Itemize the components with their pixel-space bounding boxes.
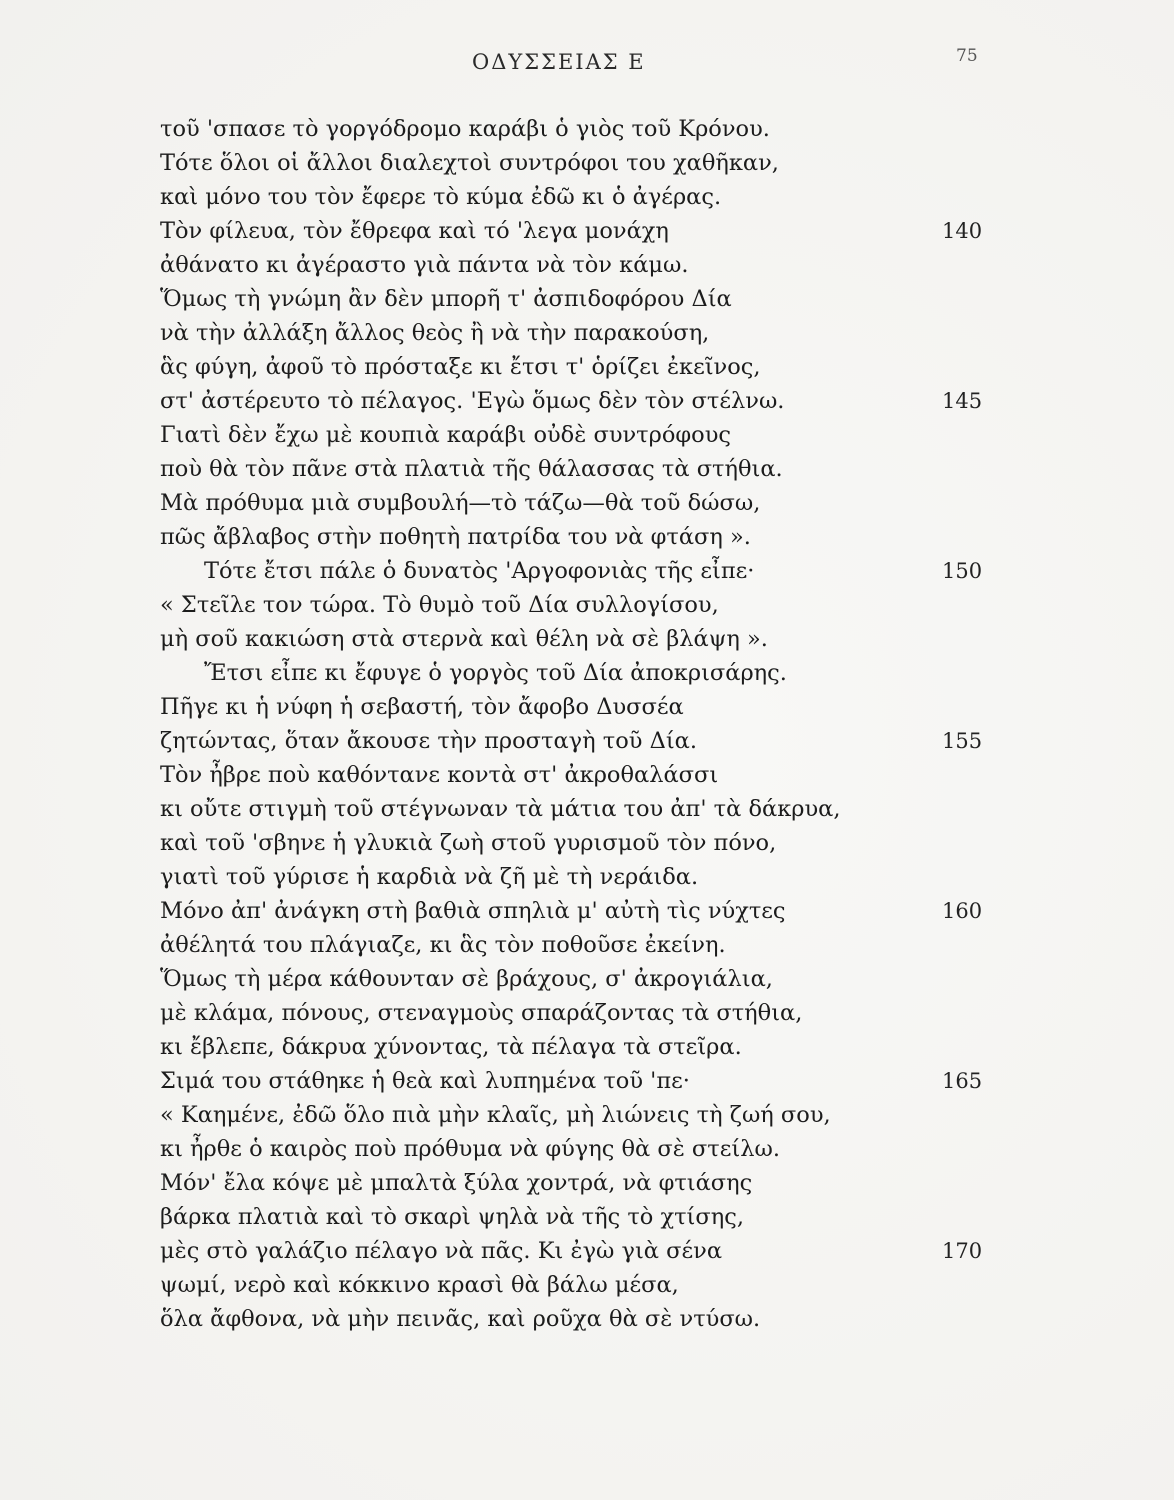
line-number: 170: [942, 1239, 983, 1263]
verse-text: πῶς ἄβλαβος στὴν ποθητὴ πατρίδα του νὰ φτάση ».: [160, 524, 751, 550]
verse-text: Μὰ πρόθυμα μιὰ συμβουλή—τὸ τάζω—θὰ τοῦ δώσω,: [160, 490, 761, 516]
verse-line: [160, 792, 1000, 826]
verse-line: [160, 316, 1000, 350]
verse-line: [160, 248, 1000, 282]
verse-line: [160, 146, 1000, 180]
verse-line: [160, 928, 1000, 962]
verse-line: [160, 1166, 1000, 1200]
verse-text: Ἔτσι εἶπε κι ἔφυγε ὁ γοργὸς τοῦ Δία ἀποκρισάρης.: [204, 660, 787, 686]
verse-text: ὅλα ἄφθονα, νὰ μὴν πεινᾶς, καὶ ροῦχα θὰ σὲ ντύσω.: [160, 1306, 761, 1332]
verse-line: [160, 996, 1000, 1030]
verse-line: [160, 1302, 1000, 1336]
verse-text: μὲ κλάμα, πόνους, στεναγμοὺς σπαράζοντας τὰ στήθια,: [160, 1000, 803, 1026]
verse-line: [160, 860, 1000, 894]
verse-text: ἀθάνατο κι ἀγέραστο γιὰ πάντα νὰ τὸν κάμω.: [160, 252, 689, 278]
verse-text: Ὅμως τὴ γνώμη ἂν δὲν μπορῆ τ' ἀσπιδοφόρου Δία: [160, 286, 732, 312]
verse-line: [160, 690, 1000, 724]
verse-line: [160, 1098, 1000, 1132]
running-title: ΟΔΥΣΣΕΙΑΣ Ε: [472, 50, 646, 74]
verse-line: [160, 622, 1000, 656]
line-number: 165: [942, 1069, 983, 1093]
verse-text: Τὸν ἦβρε ποὺ καθόντανε κοντὰ στ' ἀκροθαλάσσι: [160, 762, 719, 788]
verse-line: [160, 418, 1000, 452]
verse-line: [160, 214, 1000, 248]
verse-text: Τότε ἔτσι πάλε ὁ δυνατὸς 'Αργοφονιὰς τῆς εἶπε·: [204, 558, 755, 584]
verse-text: ψωμί, νερὸ καὶ κόκκινο κρασὶ θὰ βάλω μέσα,: [160, 1272, 679, 1298]
line-number: 150: [942, 559, 983, 583]
page-number: 75: [956, 46, 978, 66]
verse-text: καὶ τοῦ 'σβηνε ἡ γλυκιὰ ζωὴ στοῦ γυρισμοῦ τὸν πόνο,: [160, 830, 777, 856]
verse-line: [160, 452, 1000, 486]
verse-line: [160, 1234, 1000, 1268]
verse-line: [160, 1064, 1000, 1098]
verse-text: νὰ τὴν ἀλλάξη ἄλλος θεὸς ἢ νὰ τὴν παρακούση,: [160, 320, 710, 346]
verse-line: [160, 384, 1000, 418]
line-number: 160: [942, 899, 983, 923]
line-number: 145: [942, 389, 983, 413]
verse-text: Ὅμως τὴ μέρα κάθουνταν σὲ βράχους, σ' ἀκρογιάλια,: [160, 966, 773, 992]
verse-line: [160, 758, 1000, 792]
verse-text: Πῆγε κι ἡ νύφη ἡ σεβαστή, τὸν ἄφοβο Δυσσέα: [160, 694, 684, 720]
verse-line: [160, 180, 1000, 214]
verse-text: καὶ μόνο του τὸν ἔφερε τὸ κύμα ἐδῶ κι ὁ ἀγέρας.: [160, 184, 722, 210]
verse-line: [160, 1268, 1000, 1302]
verse-line: [160, 588, 1000, 622]
verse-line: [160, 724, 1000, 758]
verse-line: [160, 826, 1000, 860]
verse-line: [160, 520, 1000, 554]
verse-line: [160, 1200, 1000, 1234]
verse-text: Τὸν φίλευα, τὸν ἔθρεφα καὶ τό 'λεγα μονάχη: [160, 218, 669, 244]
verse-text: Μόν' ἔλα κόψε μὲ μπαλτὰ ξύλα χοντρά, νὰ φτιάσης: [160, 1170, 753, 1196]
verse-line: [160, 486, 1000, 520]
verse-text: Γιατὶ δὲν ἔχω μὲ κουπιὰ καράβι οὐδὲ συντρόφους: [160, 422, 731, 448]
verse-line: [160, 1030, 1000, 1064]
verse-text: Τότε ὅλοι οἱ ἄλλοι διαλεχτοὶ συντρόφοι του χαθῆκαν,: [160, 150, 779, 176]
verse-text: Μόνο ἀπ' ἀνάγκη στὴ βαθιὰ σπηλιὰ μ' αὐτὴ τὶς νύχτες: [160, 898, 786, 924]
verse-text: « Στεῖλε τον τώρα. Τὸ θυμὸ τοῦ Δία συλλογίσου,: [160, 592, 719, 618]
page-header: [0, 44, 1174, 84]
verse-line: [160, 112, 1000, 146]
line-number: 155: [942, 729, 983, 753]
verse-text: γιατὶ τοῦ γύρισε ἡ καρδιὰ νὰ ζῆ μὲ τὴ νεράιδα.: [160, 864, 699, 890]
verse-text: « Καημένε, ἐδῶ ὅλο πιὰ μὴν κλαῖς, μὴ λιώνεις τὴ ζωή σου,: [160, 1102, 831, 1128]
line-number: 140: [942, 219, 983, 243]
verse-text: κι οὔτε στιγμὴ τοῦ στέγνωναν τὰ μάτια του ἀπ' τὰ δάκρυα,: [160, 796, 841, 822]
verse-text: κι ἔβλεπε, δάκρυα χύνοντας, τὰ πέλαγα τὰ στεῖρα.: [160, 1034, 742, 1060]
verse-text: Σιμά του στάθηκε ἡ θεὰ καὶ λυπημένα τοῦ 'πε·: [160, 1068, 690, 1094]
verse-line: [160, 282, 1000, 316]
verse-text: ζητώντας, ὅταν ἄκουσε τὴν προσταγὴ τοῦ Δία.: [160, 728, 698, 754]
verse-text: τοῦ 'σπασε τὸ γοργόδρομο καράβι ὁ γιὸς τοῦ Κρόνου.: [160, 116, 770, 142]
verse-line: [160, 1132, 1000, 1166]
verse-line: [160, 350, 1000, 384]
verse-text: μὲς στὸ γαλάζιο πέλαγο νὰ πᾶς. Κι ἐγὼ γιὰ σένα: [160, 1238, 723, 1264]
verse-line: [160, 656, 1000, 690]
poem-text: [160, 112, 1000, 1336]
verse-text: ποὺ θὰ τὸν πᾶνε στὰ πλατιὰ τῆς θάλασσας τὰ στήθια.: [160, 456, 783, 482]
verse-line: [160, 554, 1000, 588]
verse-text: ἀθέλητά του πλάγιαζε, κι ἃς τὸν ποθοῦσε ἐκείνη.: [160, 932, 726, 958]
verse-text: ἃς φύγη, ἀφοῦ τὸ πρόσταξε κι ἔτσι τ' ὁρίζει ἐκεῖνος,: [160, 354, 761, 380]
verse-text: μὴ σοῦ κακιώση στὰ στερνὰ καὶ θέλη νὰ σὲ βλάψη ».: [160, 626, 768, 652]
verse-text: βάρκα πλατιὰ καὶ τὸ σκαρὶ ψηλὰ νὰ τῆς τὸ χτίσης,: [160, 1204, 744, 1230]
verse-text: στ' ἀστέρευτο τὸ πέλαγος. 'Εγὼ ὅμως δὲν τὸν στέλνω.: [160, 388, 785, 414]
verse-line: [160, 894, 1000, 928]
verse-text: κι ἦρθε ὁ καιρὸς ποὺ πρόθυμα νὰ φύγης θὰ σὲ στείλω.: [160, 1136, 780, 1162]
verse-line: [160, 962, 1000, 996]
